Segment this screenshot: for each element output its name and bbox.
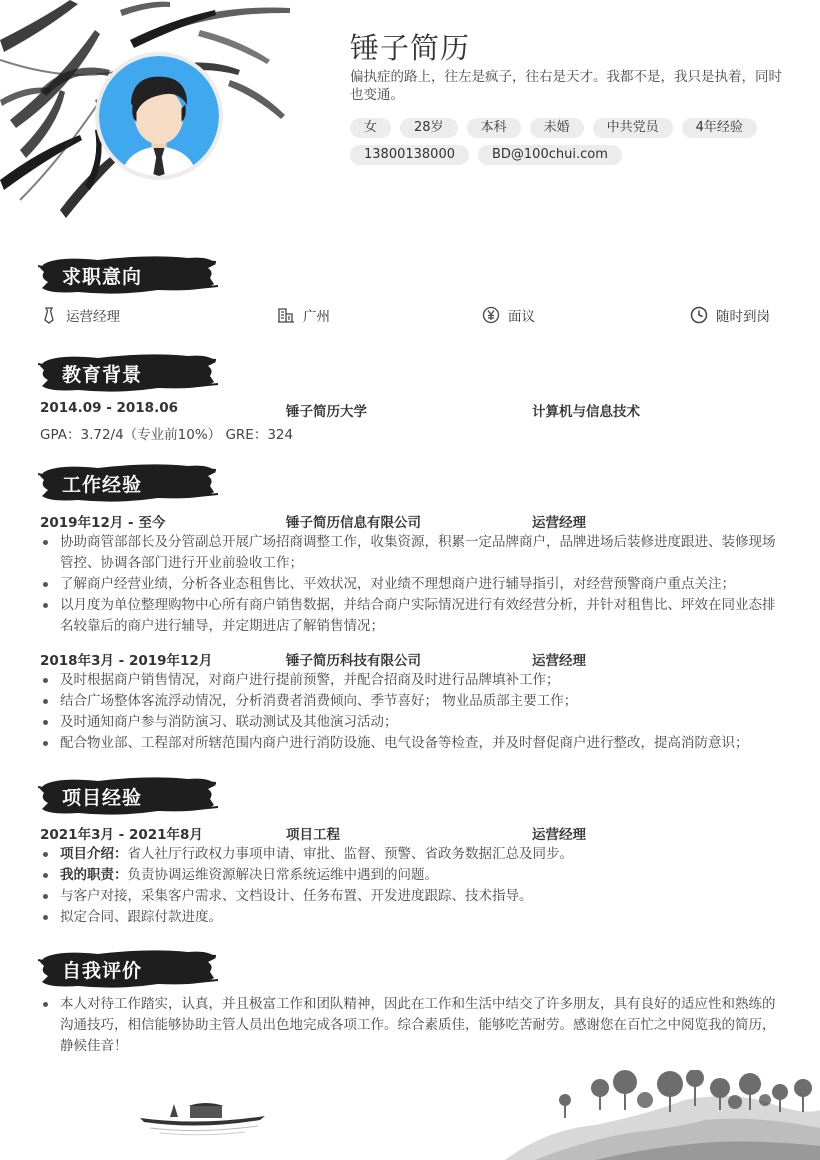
list-item: 及时根据商户销售情况，对商户进行提前预警，并配合招商及时进行品牌填补工作；: [40, 670, 780, 691]
list-item: [40, 844, 780, 865]
tag-gender: 女: [350, 118, 391, 138]
work-role: 运营经理: [532, 653, 586, 669]
section-header-self: [38, 948, 218, 990]
building-icon: [277, 306, 295, 324]
self-evaluation: [40, 994, 780, 1057]
education-row: [40, 400, 780, 420]
list-item: 与客户对接，采集客户需求、文档设计、任务布置、开发进度跟踪、技术指导。: [40, 886, 780, 907]
project-row: [40, 823, 780, 843]
project-intro-label: 项目介绍：: [60, 846, 128, 862]
tag-email: BD@100chui.com: [478, 145, 622, 165]
education-school: 锤子简历大学: [286, 404, 367, 420]
section-header-education: [38, 352, 218, 394]
work-period: 2018年3月 - 2019年12月: [40, 653, 213, 669]
tag-degree: 本科: [467, 118, 521, 138]
list-item: 协助商管部部长及分管副总开展广场招商调整工作，收集资源，积累一定品牌商户，品牌进场后装修进度跟进、装修现场管控、协调各部门进行开业前验收工作；: [40, 532, 780, 574]
yen-icon: [482, 306, 500, 324]
work-company: 锤子简历科技有限公司: [286, 653, 421, 669]
intent-availability-text: 随时到岗: [716, 309, 770, 325]
project-details: [40, 844, 780, 928]
work-duties-2: [40, 670, 780, 754]
intent-position-text: 运营经理: [66, 309, 120, 325]
intent-city-text: 广州: [303, 309, 330, 325]
avatar-illustration: [99, 56, 219, 176]
work-row-2: [40, 649, 780, 669]
work-period: 2019年12月 - 至今: [40, 515, 166, 531]
tag-political: 中共党员: [593, 118, 673, 138]
section-title: 工作经验: [62, 474, 143, 496]
work-row-1: [40, 511, 780, 531]
project-duty: 负责协调运维资源解决日常系统运维中遇到的问题。: [127, 867, 438, 883]
list-item: 本人对待工作踏实，认真，并且极富工作和团队精神，因此在工作和生活中结交了许多朋友，具有良好的适应性和熟练的沟通技巧，相信能够协助主管人员出色地完成各项工作。综合素质佳，能够吃苦耐劳。感谢您在百忙之中阅览我的简历，静候佳音！: [40, 994, 780, 1057]
intent-position: [40, 305, 120, 325]
project-name: 项目工程: [286, 827, 340, 843]
project-role: 运营经理: [532, 827, 586, 843]
tag-experience: 4年经验: [682, 118, 757, 138]
motto: 偏执症的路上，往左是疯子，往右是天才。我都不是，我只是执着，同时也变通。: [350, 69, 782, 103]
list-item: [40, 865, 780, 886]
job-intent-row: [40, 305, 780, 327]
education-period: 2014.09 - 2018.06: [40, 400, 178, 416]
list-item: 拟定合同、跟踪付款进度。: [40, 907, 780, 928]
intent-salary-text: 面议: [508, 309, 535, 325]
boat-decoration: [140, 1098, 265, 1138]
section-title: 自我评价: [62, 960, 143, 982]
work-role: 运营经理: [532, 515, 586, 531]
education-detail: GPA：3.72/4（专业前10%） GRE：324: [40, 427, 294, 443]
section-header-project: [38, 775, 218, 817]
section-header-intent: [38, 254, 218, 296]
section-title: 项目经验: [62, 787, 143, 809]
landscape-decoration: [505, 1070, 820, 1160]
education-major: 计算机与信息技术: [532, 404, 640, 420]
resume-name: 锤子简历: [350, 31, 471, 65]
work-company: 锤子简历信息有限公司: [286, 515, 421, 531]
list-item: 了解商户经营业绩，分析各业态租售比、平效状况，对业绩不理想商户进行辅导指引，对经营预警商户重点关注；: [40, 574, 780, 595]
intent-city: [277, 305, 330, 325]
project-intro: 省人社厅行政权力事项申请、审批、监督、预警、省政务数据汇总及同步。: [127, 846, 573, 862]
clock-icon: [690, 306, 708, 324]
section-title: 教育背景: [62, 364, 143, 386]
project-period: 2021年3月 - 2021年8月: [40, 827, 203, 843]
list-item: 及时通知商户参与消防演习、联动测试及其他演习活动；: [40, 712, 780, 733]
avatar: [95, 52, 223, 180]
list-item: 结合广场整体客流浮动情况，分析消费者消费倾向、季节喜好； 物业品质部主要工作；: [40, 691, 780, 712]
section-header-work: [38, 462, 218, 504]
intent-availability: [690, 305, 770, 325]
info-tags: [350, 118, 790, 165]
tie-icon: [40, 306, 58, 324]
list-item: 配合物业部、工程部对所辖范围内商户进行消防设施、电气设备等检查，并及时督促商户进行整改，提高消防意识；: [40, 733, 780, 754]
intent-salary: [482, 305, 535, 325]
tag-phone: 13800138000: [350, 145, 469, 165]
list-item: 以月度为单位整理购物中心所有商户销售数据，并结合商户实际情况进行有效经营分析，并针对租售比、坪效在同业态排名较靠后的商户进行辅导，并定期进店了解销售情况；: [40, 595, 780, 637]
section-title: 求职意向: [62, 266, 143, 288]
work-duties-1: [40, 532, 780, 637]
tag-age: 28岁: [400, 118, 458, 138]
project-duty-label: 我的职责：: [60, 867, 128, 883]
tag-marital: 未婚: [530, 118, 584, 138]
